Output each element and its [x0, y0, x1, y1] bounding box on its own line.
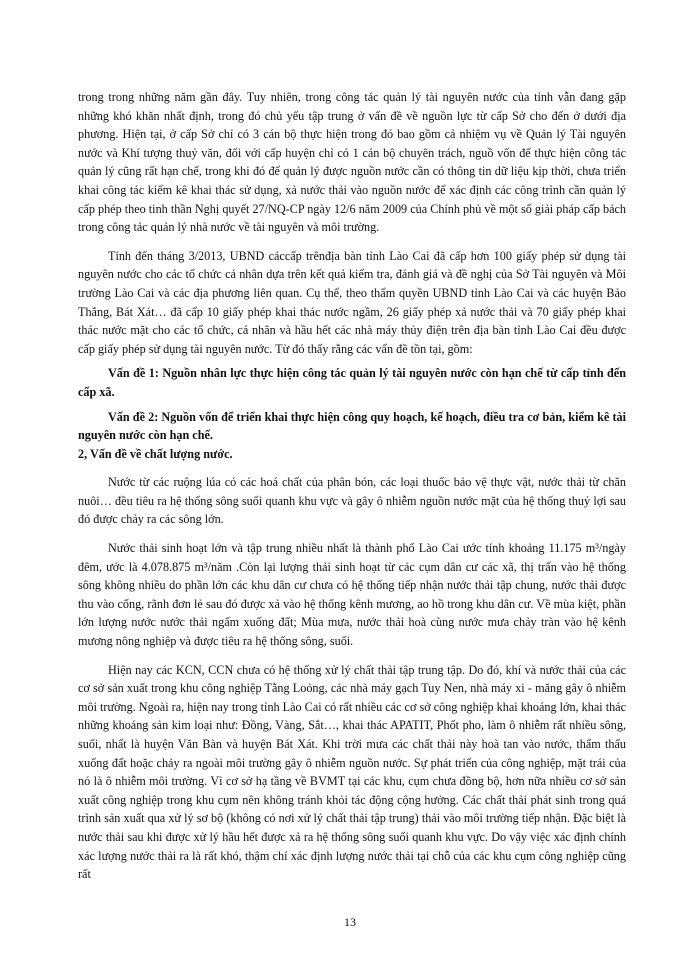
issue-2-text: Vấn đề 2: Nguồn vốn để triển khai thực hiện công quy hoạch, kế hoạch, điều tra cơ bản, kiểm kê tài nguyên nước còn hạn chế. — [78, 409, 626, 443]
issue-2 — [78, 408, 626, 445]
paragraph-water-permits: Tính đến tháng 3/2013, UBND cáccấp trênđịa bàn tỉnh Lào Cai đã cấp hơn 100 giấy phép sử dụng tài nguyên nước cho các tổ chức cá nhân dựa trên kết quả kiểm tra, đánh giá và đề nghị của Sở Tài nguyên và Môi trường Lào Cai và các địa phương liên quan. Cụ thể, theo thẩm quyền UBND tỉnh Lào Cai và các huyện Bảo Thắng, Bát Xát… đã cấp 10 giấy phép khai thác nước ngầm, 26 giấy phép xả nước thải và 70 giấy phép khai thác nước mặt cho các tổ chức, cá nhân và hầu hết các nhà máy thủy điện trên địa bàn tỉnh Lào Cai đều được cấp giấy phép sử dụng tài nguyên nước. Từ đó thấy rằng các vấn đề tồn tại, gồm: — [78, 248, 626, 356]
issue-1-text: Vấn đề 1: Nguồn nhân lực thực hiện công tác quản lý tài nguyên nước còn hạn chế từ cấp tỉnh đến cấp xã. — [78, 366, 626, 399]
section-heading-water-quality: 2, Vấn đề về chất lượng nước. — [78, 446, 233, 461]
paragraph-agricultural-runoff: Nước từ các ruộng lúa có các hoá chất của phân bón, các loại thuốc bảo vệ thực vật, nước thải từ chăn nuôi… đều tiêu ra hệ thống sông suối quanh khu vực và gây ô nhiễm nguồn nước mặt của hệ thống thuỷ lợi sau đó được chảy ra các sông lớn. — [78, 475, 626, 527]
page-number: 13 — [344, 915, 356, 929]
paragraph-domestic-wastewater: Nước thải sinh hoạt lớn và tập trung nhiều nhất là thành phố Lào Cai ước tính khoảng 11.175 m³/ngày đêm, ước là 4.078.875 m³/năm .Còn lại lượng thải sinh hoạt từ các cụm dân cư các xã, thị trấn vào hệ thống sông không nhiều do phần lớn các khu dân cư chưa có hệ thống tiếp nhận nước thải tập chung, nước thải được thu vào cống, rãnh đơn lẻ sau đó được xả vào hệ thống kênh mương, ao hồ trong khu dân cư. Về mùa kiệt, phần lớn lượng nước nước thải ngấm xuống đất; Mùa mưa, nước thải hoà cùng nước mưa chảy tràn vào hệ kênh mương nông nghiệp và được tiêu ra hệ thống sông, suối. — [78, 541, 626, 649]
document-body — [78, 88, 626, 884]
issue-1 — [78, 364, 626, 401]
paragraph-industrial-wastewater: Hiện nay các KCN, CCN chưa có hệ thống xử lý chất thải tập trung tập. Do đó, khí và nước thải của các cơ sở sản xuất trong khu công nghiệp Tằng Loỏng, các nhà máy gạch Tuy Nen, nhà máy xi - măng gây ô nhiễm môi trường. Ngoài ra, hiện nay trong tỉnh Lào Cai có rất nhiều các cơ sở công nghiệp khai khoáng lớn, khai thác những khoáng sản kim loại như: Đồng, Vàng, Sắt…, khai thác APATIT, Phốt pho, làm ô nhiễm rất nhiều sông, suối, nhất là huyện Văn Bàn và huyện Bát Xát. Khi trời mưa các chất thải này hoà tan vào nước, thẩm thấu xuống đất hoặc chảy ra ngoài môi trường gây ô nhiễm nguồn nước. Sự phát triển của công nghiệp, mặt trái của nó là ô nhiễm môi trường. Vì cơ sở hạ tầng về BVMT tại các khu, cụm chưa đồng bộ, hơn nữa nhiều cơ sở sản xuất công nghiệp trong khu cụm nên không tránh khỏi tác động cộng hưởng. Các chất thải phát sinh trong quá trình sản xuất qua xử lý sơ bộ (không có nơi xử lý chất thải tập trung) thải vào môi trường tiếp nhận. Đặc biệt là nước thải sau khi được xử lý hầu hết được xả ra hệ thống sông suối quanh khu vực. Do vậy việc xác định chính xác lượng nước thải ra là rất khó, thậm chí xác định lượng nước thải tại chỗ của các khu cụm công nghiệp cũng rất — [78, 662, 626, 882]
paragraph-resource-management: trong trong những năm gần đây. Tuy nhiên, trong công tác quản lý tài nguyên nước của tỉnh vẫn đang gặp những khó khăn nhất định, trong đó chủ yếu tập trung ở vấn đề về nguồn lực từ cấp Sở cho đến ở dưới địa phương. Hiện tại, ở cấp Sở chỉ có 3 cán bộ thực hiện trong đó bao gồm cả nhiệm vụ về Quản lý Tài nguyên nước và Khí tượng thuỷ văn, đối với cấp huyện chỉ có 1 cán bộ chuyên trách, nguồ vốn để thực hiện công tác quản lý cũng rất hạn chế, trong khi đó để quản lý được nguồn nước cần có thông tin dữ liệu kịp thời, chưa triển khai công tác kiểm kê khai thác sử dụng, xả nước thải vào nguồn nước để xác định các công trình cần quản lý cấp phép theo tinh thần Nghị quyết 27/NQ-CP ngày 12/6 năm 2009 của Chính phủ về một số giải pháp cấp bách trong công tác quản lý nhà nước về tài nguyên và môi trường. — [78, 90, 626, 235]
